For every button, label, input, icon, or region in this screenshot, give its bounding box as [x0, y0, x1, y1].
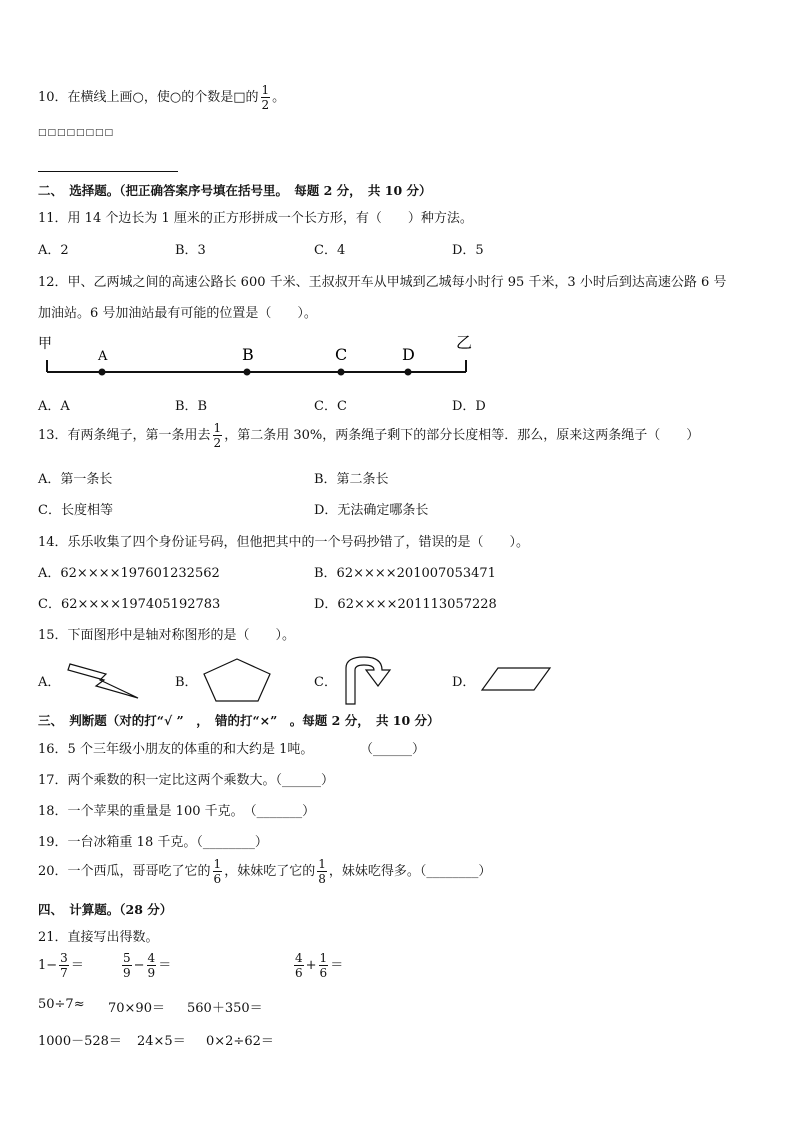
- question-11: 11．用 14 个边长为 1 厘米的正方形拼成一个长方形，有（ ）种方法。: [38, 211, 473, 226]
- q14-option-a: A．62××××197601232562: [38, 566, 220, 581]
- fraction: $\frac{5}{9}$: [123, 951, 131, 980]
- q13-option-a: A．第一条长: [38, 472, 113, 487]
- question-13: 13．有两条绳子，第一条用去 $\frac{1}{2}$ ，第二条用 30%，两条绳子剩下的部分长度相等．那么，原来这两条绳子（ ）: [38, 421, 700, 450]
- expr-3: $\frac{4}{6}$ + $\frac{1}{6}$ ＝: [295, 951, 344, 980]
- point-d: [405, 369, 412, 376]
- q11-option-d: D．5: [452, 243, 484, 258]
- lightning-shape: [66, 660, 142, 702]
- point-a: [99, 369, 106, 376]
- point-b-label: B: [242, 345, 254, 364]
- q12-option-a: A．A: [38, 399, 70, 414]
- expr-row3-1: 1000－528＝: [38, 1034, 122, 1049]
- start-label: 甲: [38, 336, 52, 352]
- expr-row3-2: 24×5＝: [137, 1034, 186, 1049]
- fraction: $\frac{1}{6}$: [213, 857, 222, 886]
- point-b: [244, 369, 251, 376]
- section-4-title: 四、 计算题。（28 分）: [38, 902, 173, 917]
- point-d-label: D: [402, 345, 415, 364]
- expr-1: 1− $\frac{3}{7}$ ＝: [38, 951, 84, 980]
- pentagon-shape: [200, 656, 274, 704]
- question-21: 21．直接写出得数。: [38, 930, 159, 945]
- q14-option-d: D．62××××201113057228: [314, 597, 497, 612]
- q10-boxes: □□□□□□□□: [38, 128, 115, 138]
- question-14: 14．乐乐收集了四个身份证号码，但他把其中的一个号码抄错了，错误的是（ ）。: [38, 535, 530, 550]
- fraction: $\frac{1}{8}$: [318, 857, 326, 886]
- question-12-line2: 加油站。6 号加油站最有可能的位置是（ ）。: [38, 306, 317, 321]
- section-3-title: 三、 判断题（对的打“√ ” ， 错的打“×” 。每题 2 分， 共 10 分）: [38, 713, 440, 728]
- q13-option-b: B．第二条长: [314, 472, 389, 487]
- expr-row2-1: 50÷7≈: [38, 997, 85, 1012]
- q15-option-a: A．: [38, 675, 61, 690]
- question-19: 19．一台冰箱重 18 千克。（________）: [38, 835, 268, 850]
- expr-row2-2: 70×90＝: [108, 1001, 165, 1016]
- fraction: $\frac{1}{2}$: [213, 421, 222, 450]
- fraction: $\frac{1}{2}$: [261, 83, 270, 112]
- highway-diagram: [36, 330, 486, 382]
- q15-option-b: B．: [175, 675, 198, 690]
- q15-option-c: C．: [314, 675, 337, 690]
- fraction: $\frac{1}{6}$: [319, 951, 328, 980]
- question-20: 20．一个西瓜，哥哥吃了它的 $\frac{1}{6}$ ，妹妹吃了它的 $\frac{1}{8}$ ，妹妹吃得多。（________）: [38, 857, 492, 886]
- q14-option-c: C．62××××197405192783: [38, 597, 221, 612]
- q12-option-c: C．C: [314, 399, 347, 414]
- arrow-shape: [342, 654, 400, 706]
- fraction: $\frac{4}{9}$: [147, 951, 156, 980]
- question-17: 17．两个乘数的积一定比这两个乘数大。（______）: [38, 773, 335, 788]
- point-c: [338, 369, 345, 376]
- point-c-label: C: [335, 345, 348, 364]
- q11-option-b: B．3: [175, 243, 206, 258]
- point-a-label: A: [98, 349, 108, 364]
- q13-option-d: D．无法确定哪条长: [314, 503, 429, 518]
- expr-row2-3: 560＋350＝: [187, 1001, 263, 1016]
- q11-option-c: C．4: [314, 243, 346, 258]
- expr-2: $\frac{5}{9}$ − $\frac{4}{9}$ ＝: [123, 951, 172, 980]
- fraction: $\frac{4}{6}$: [295, 951, 303, 980]
- answer-line: [38, 171, 178, 172]
- question-18: 18．一个苹果的重量是 100 千克。 （_______）: [38, 804, 316, 819]
- question-16: 16．5 个三年级小朋友的体重的和大约是 1吨。: [38, 742, 314, 757]
- question-15: 15．下面图形中是轴对称图形的是（ ）。: [38, 628, 296, 643]
- section-2-title: 二、 选择题。（把正确答案序号填在括号里。 每题 2 分， 共 10 分）: [38, 183, 432, 198]
- q16-answer-bracket: （______）: [360, 742, 426, 757]
- parallelogram-shape: [480, 665, 554, 693]
- fraction: $\frac{3}{7}$: [60, 951, 68, 980]
- q13-option-c: C．长度相等: [38, 503, 113, 518]
- q12-option-b: B．B: [175, 399, 208, 414]
- q12-option-d: D．D: [452, 399, 486, 414]
- expr-row3-3: 0×2÷62＝: [206, 1034, 274, 1049]
- q11-option-a: A．2: [38, 243, 69, 258]
- question-12-line1: 12．甲、乙两城之间的高速公路长 600 千米、王叔叔开车从甲城到乙城每小时行 95 千米，3 小时后到达高速公路 6 号: [38, 275, 727, 290]
- q15-option-d: D．: [452, 675, 476, 690]
- q10-text: 10．在横线上画○，使○的个数是□的: [38, 90, 259, 105]
- q14-option-b: B．62××××201007053471: [314, 566, 496, 581]
- end-label: 乙: [456, 333, 473, 352]
- question-10: 10．在横线上画○，使○的个数是□的 $\frac{1}{2}$ 。: [38, 83, 286, 112]
